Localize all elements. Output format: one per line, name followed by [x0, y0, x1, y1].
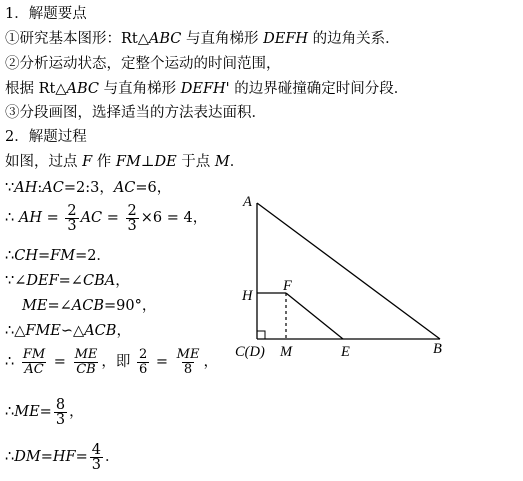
angle-def: DEF — [26, 273, 59, 289]
intro-end: ． — [229, 154, 245, 170]
proportion-that-is: ，即 — [101, 354, 135, 370]
label-c-d: C(D) — [235, 344, 265, 360]
therefore-symbol: ∴ — [5, 404, 15, 420]
similar-comma: ， — [116, 323, 131, 339]
intro-point-f: F — [82, 154, 93, 170]
right-angle-acb: ACB — [71, 298, 104, 314]
denominator: 3 — [91, 456, 101, 473]
segment-fe — [286, 293, 343, 339]
step-me-end: ， — [69, 404, 84, 420]
step-ch-value: =2． — [75, 248, 111, 264]
point-1-trapezoid: DEFH — [263, 31, 309, 47]
denominator: 3 — [127, 217, 137, 234]
step-ratio-ac: AC — [42, 180, 64, 196]
therefore-symbol: ∴ — [5, 248, 15, 264]
similar-symbol: ∽△ — [60, 323, 85, 339]
numerator: ME — [74, 346, 98, 362]
step-ah-ac: AC — [80, 210, 103, 226]
step-me-var: ME — [14, 404, 40, 420]
point-2: ②分析运动状态，定整个运动的时间范围， — [5, 56, 281, 72]
proportion-eq2: = — [151, 354, 173, 370]
intro-perp: ⊥ — [140, 154, 155, 170]
step-dm-end: ． — [104, 449, 120, 465]
numerator: ME — [176, 346, 200, 362]
numerator: 4 — [91, 441, 101, 458]
step-ratio-colon: : — [37, 180, 43, 196]
step-ah-eq2: = — [102, 210, 124, 226]
point-2-cont-text2: 与直角梯形 — [99, 81, 181, 97]
denominator: CB — [76, 361, 96, 377]
numerator: 2 — [127, 202, 137, 219]
step-ratio-ah: AH — [14, 180, 38, 196]
therefore-symbol: ∴ — [5, 210, 19, 226]
step-dm-var: DM — [14, 449, 41, 465]
proportion-eq: = — [49, 354, 71, 370]
numerator: FM — [22, 346, 46, 362]
numerator: 8 — [55, 396, 66, 413]
intro-point-m: M — [214, 154, 230, 170]
label-e: E — [341, 344, 350, 360]
step-ch-eq: = — [37, 248, 51, 264]
numerator: 2 — [67, 202, 77, 219]
point-1-text3: 的边角关系． — [308, 31, 400, 47]
therefore-triangle: ∴△ — [5, 323, 26, 339]
point-3: ③分段画图，选择适当的方法表达面积． — [5, 105, 266, 121]
point-2-cont-text: 根据 Rt△ — [5, 81, 67, 97]
section1-heading: 1．解题要点 — [5, 6, 87, 22]
intro-de: DE — [154, 154, 177, 170]
because-angle: ∵∠ — [5, 273, 27, 289]
step-ratio-ac-value: =6， — [135, 180, 172, 196]
intro-text3: 于点 — [176, 154, 215, 170]
angle-eq: =∠ — [58, 273, 83, 289]
label-m: M — [280, 344, 293, 360]
point-2-cont-triangle: ABC — [66, 81, 100, 97]
label-b: B — [433, 341, 442, 357]
therefore-symbol: ∴ — [5, 449, 15, 465]
label-f: F — [283, 278, 292, 294]
section2-heading: 2．解题过程 — [5, 129, 87, 145]
point-2-cont-text3: 的边界碰撞确定时间分段． — [229, 81, 409, 97]
label-h: H — [242, 288, 253, 304]
step-ratio-value: =2:3， — [63, 180, 114, 196]
similar-fme: FME — [25, 323, 61, 339]
numerator: 2 — [138, 346, 148, 362]
denominator: 3 — [55, 411, 66, 428]
right-angle-me: ME — [22, 298, 48, 314]
step-dm-eq2: = — [75, 449, 88, 465]
denominator: AC — [24, 361, 44, 377]
step-ch-var: CH — [14, 248, 38, 264]
point-1-triangle: ABC — [148, 31, 182, 47]
denominator: 3 — [67, 217, 77, 234]
step-me-eq: = — [39, 404, 52, 420]
point-1-text2: 与直角梯形 — [181, 31, 264, 47]
step-ah-result: ×6 = 4， — [140, 210, 208, 226]
right-angle-mark — [257, 331, 265, 339]
right-angle-eq: =∠ — [47, 298, 72, 314]
angle-comma: ， — [115, 273, 130, 289]
side-ab — [257, 203, 440, 339]
denominator: 8 — [183, 361, 193, 377]
point-2-cont-trapezoid: DEFH' — [180, 81, 230, 97]
proportion-end: ， — [203, 354, 218, 370]
denominator: 6 — [138, 361, 148, 377]
label-a: A — [243, 194, 252, 210]
step-ratio-ac2: AC — [113, 180, 136, 196]
right-angle-value: =90°， — [103, 298, 157, 314]
step-ch-fm: FM — [50, 248, 76, 264]
point-1-text: ①研究基本图形：Rt△ — [5, 31, 149, 47]
similar-acb: ACB — [84, 323, 117, 339]
step-ah-var: AH — [18, 210, 42, 226]
step-ah-eq: = — [41, 210, 64, 226]
therefore-symbol: ∴ — [5, 354, 19, 370]
because-symbol: ∵ — [5, 180, 15, 196]
step-dm-hf: HF — [52, 449, 76, 465]
intro-text: 如图，过点 — [5, 154, 83, 170]
step-dm-eq: = — [40, 449, 53, 465]
intro-text2: 作 — [92, 154, 116, 170]
angle-cba: CBA — [82, 273, 116, 289]
intro-fm: FM — [115, 154, 141, 170]
